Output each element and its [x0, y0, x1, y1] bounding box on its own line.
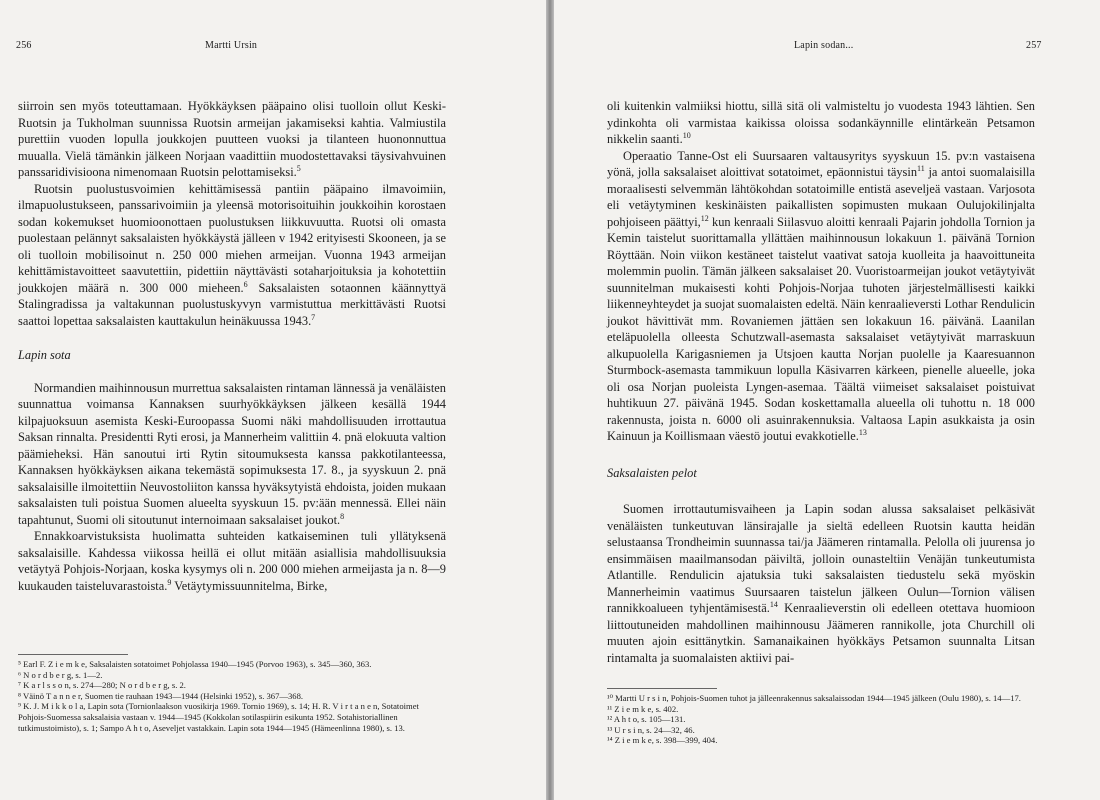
paragraph: Operaatio Tanne-Ost eli Suursaaren valtausyritys syyskuun 15. pv:n vastaisena yönä, jolla saksalaiset aloittivat sotatoimet, epäonnistui täysin$^{11}$ ja antoi suomalaisilla moraalisesti selvemmän lähtökohdan sotatoimille entistä aseveljeä vastaan. Varjosota eli vetäytyminen keskinäisten paikallisten sopimusten mukaan Oulujokilinjalta pohjoiseen päättyi,$^{12}$ kun kenraali Siilasvuo aloitti kenraali Pajarin johdolla Tornion ja Kemin taistelut suorittamalla yllättäen maihinnousun lokakuun 1. päivänä Tornion Röyttään. Noin viikon kestäneet taistelut vaativat satoja kuolleita ja haavoittuneita molemmin puolin. Tämän jälkeen saksalaiset 20. Vuoristoarmeijan joukot vetäytyivät suunnitelman mukaisesti kohti Pohjois-Norjaa tuhoten järjestelmällisesti kaikki liikenneyhteydet ja suojat suomalaisten edeltä. Näin kenraalieversti Lothar Rendulicin joukot hävittivät mm. Rovaniemen jättäen sen lokakuun 16. päivänä. Laanilan eteläpuolella olleesta Schutzwall-asemasta saksalaiset vetäytyivät marraskuun alkupuolella Karigasniemen ja Utsjoen kautta Norjan puolelle ja Kaaresuannon Sturmbock-asemasta tammikuun lopulla Käsivarren kärkeen, pienelle alueelle, joka oli osa Norjan puoleista Lyngen-asemaa. Täältä viimeiset saksalaiset poistuivat huhtikuun 27. päivänä 1945. Sodan koskettamalla alueella oli tuhottu n. 18 000 rakennusta, joista n. 6000 oli asuinrakennuksia. Valtaosa Lapin asukkaista ja osin Kainuun ja Koillismaan väestö joutui evakkotielle.$^{13}$ — [607, 148, 1035, 443]
book-gutter — [546, 0, 554, 800]
right-page — [554, 0, 1100, 800]
footnote-ref: 10 — [682, 131, 691, 140]
page-number: 256 — [16, 40, 32, 51]
right-footnotes — [607, 693, 1037, 746]
footnote: ¹¹ Z i e m k e, s. 402. — [607, 703, 679, 714]
footnote-ref: 9 — [167, 577, 172, 587]
paragraph: Ruotsin puolustusvoimien kehittämisessä pantiin pääpaino ilmavoimiin, ilmapuolustukseen, panssarivoimiin ja yleensä motorisoituihin joukkoihin korostaen sodan kokemukset huomioonottaen puolustuksen liikkuvuutta. Ruotsi oli omasta puolestaan pelännyt saksalaisten hyökkäystä jälleen v 1942 erityisesti Skooneen, ja se oli tuolloin mobilisoinut n. 250 000 miehen armeijan. Vuonna 1943 armeijan kehittämistavoitteet saavutettiin, pidettiin näyttävästi sotaharjoituksia ja kohotettiin joukkojen määrä n. 300 000 mieheen.$^6$ Saksalaisten sotaonnen käännyttyä Stalingradissa ja valtakunnan puolustuskyvyn varmistuttua merkittävästi Ruotsi saattoi lopettaa saksalaisten kauttakulun heinäkuussa 1943.$^7$ — [18, 181, 446, 328]
footnote: ⁵ Earl F. Z i e m k e, Saksalaisten sotatoimet Pohjolassa 1940—1945 (Porvoo 1963), s. 345—360, 363. — [18, 659, 372, 669]
footnote-rule — [607, 688, 717, 689]
left-body-text — [18, 98, 446, 594]
footnote-ref: 5 — [296, 164, 301, 173]
paragraph: Ennakkoarvistuksista huolimatta suhteiden katkaiseminen tuli yllätyksenä saksalaisille. Kahdessa viikossa heillä ei ollut mitään asiallisia mahdollisuuksia vetäytyä Pohjois-Norjaan, koska kysymys oli n. 200 000 miehen armeijasta ja n. 8—9 kuukauden taisteluvarastoista.$^9$ Vetäytymissuunnitelma, Birke, — [18, 529, 446, 593]
right-body-text — [607, 98, 1035, 666]
footnote: ⁶ N o r d b e r g, s. 1—2. — [18, 669, 103, 680]
footnote-ref: 11 — [917, 164, 925, 173]
section-heading: Lapin sota — [18, 348, 71, 362]
footnote-ref: 6 — [243, 279, 248, 289]
footnote-ref: 7 — [311, 312, 316, 322]
paragraph: Suomen irrottautumisvaiheen ja Lapin sodan alussa saksalaiset pelkäsivät venäläisten tunkeutuvan länsirajalle ja sieltä edelleen Ruotsin kautta heidän selustaansa Trondheimin suunnassa tai/ja Jäämeren rintamalla. Pelolla oli juurensa jo ensimmäisen maailmansodan päiviltä, jolloin ounasteltiin Venäjän tunkeutumista Atlantille. Rendulicin ajatuksia tuki saksalaisten tiedustelu sekä myöskin Mannerheimin vaatimus Suursaaren taistelun jälkeen Oulun—Tornion välisen rannikkoalueen tyhjentämisestä.$^{14}$ Kenraalieverstin oli edelleen otettava huomioon liittoutuneiden mahdollinen maihinnousu Jäämeren rannikolle, jota Churchill oli muuten ajoin esittänytkin. Samanaikainen hyökkäys Petsamon suunnalta Litsan rintamalta ja suomalaisten aktiivi pai- — [607, 502, 1035, 665]
footnote-ref: 12 — [700, 213, 709, 223]
left-page — [0, 0, 546, 800]
section-heading: Saksalaisten pelot — [607, 465, 697, 480]
footnote-ref: 13 — [858, 428, 867, 437]
footnote-ref: 8 — [340, 511, 345, 521]
running-title: Martti Ursin — [205, 40, 258, 51]
footnote-rule — [18, 654, 128, 655]
footnote: ⁹ K. J. M i k k o l a, Lapin sota (Tornionlaakson vuosikirja 1969. Tornio 1969), s. 14; H. R. V i r t a n e n, Sotatoimet Pohjois-Suomessa saksalaisia vastaan v. 1944—1945 (Kokkolan sotilaspiirin esikunta 1952. Sotahistoriallinen tutkimustoimisto), s. 1; Sampo A h t o, Aseveljet vastakkain. Lapin sota 1944—1945 (Hämeenlinna 1980), s. 13. — [18, 701, 419, 733]
footnote: ¹² A h t o, s. 105—131. — [607, 714, 686, 725]
paragraph: siirroin sen myös toteuttamaan. Hyökkäyksen pääpaino olisi tuolloin ollut Keski-Ruotsin ja Tukholman suunnissa Ruotsin armeijan jakamiseksi kahtia. Valmiustila purettiin vuoden lopulla joukkojen puutteen vuoksi ja tilanteen huononnuttua muualla. Vielä tämänkin jälkeen Norjaan vaadittiin muodostettavaksi täysivahvuinen panssaridivisioona nimenomaan Ruotsin pelottamiseksi.$^5$ — [18, 99, 446, 179]
footnote-ref: 14 — [769, 600, 778, 609]
footnote: ¹⁴ Z i e m k e, s. 398—399, 404. — [607, 735, 718, 746]
footnote: ¹⁰ Martti U r s i n, Pohjois-Suomen tuhot ja jälleenrakennus saksalaissodan 1944—1945 jälkeen (Oulu 1980), s. 14—17. — [607, 693, 1021, 703]
footnote: ⁷ K a r l s s o n, s. 274—280; N o r d b e r g, s. 2. — [18, 680, 186, 691]
left-footnotes — [18, 659, 448, 733]
running-title: Lapin sodan... — [794, 40, 854, 51]
page-number: 257 — [1026, 40, 1042, 51]
footnote: ⁸ Väinö T a n n e r, Suomen tie rauhaan 1943—1944 (Helsinki 1952), s. 367—368. — [18, 690, 304, 701]
footnote: ¹³ U r s i n, s. 24—32, 46. — [607, 724, 695, 735]
paragraph: oli kuitenkin valmiiksi hiottu, sillä sitä oli valmisteltu jo vuodesta 1943 lähtien. Sen ydinkohta oli varmistaa kaikissa oloissa sodankäynnille elintärkeän Petsamon nikkelin saanti.$^{10}$ — [607, 99, 1035, 146]
paragraph: Normandien maihinnousun murrettua saksalaisten rintaman lännessä ja venäläisten suunnattua voimansa Kannaksen suurhyökkäyksen jälkeen kesällä 1944 kilpajuoksuun asemista Keski-Euroopassa Suomi näki mahdollisuuden irrottautua Saksan rinnalta. Presidentti Ryti erosi, ja Mannerheim valittiin 4. pnä elokuuta valtion päämieheksi. Hän sanoutui irti Rytin sitoumuksesta kanssa pakkotilanteessa, Kannaksen hyökkäyksen aikana tekemästä sopimuksesta 17. 8., ja syyskuun 2. pnä saksalaisille ilmoitettiin Neuvostoliiton kanssa hyväksytyistä ehdoista, joiden mukaan saksalaisten tuli poistua Suomen alueelta syyskuun 15. pv:ään mennessä. Ellei näin tapahtunut, Suomi oli sitoutunut internoimaan saksalaiset joukot.$^8$ — [18, 380, 446, 527]
